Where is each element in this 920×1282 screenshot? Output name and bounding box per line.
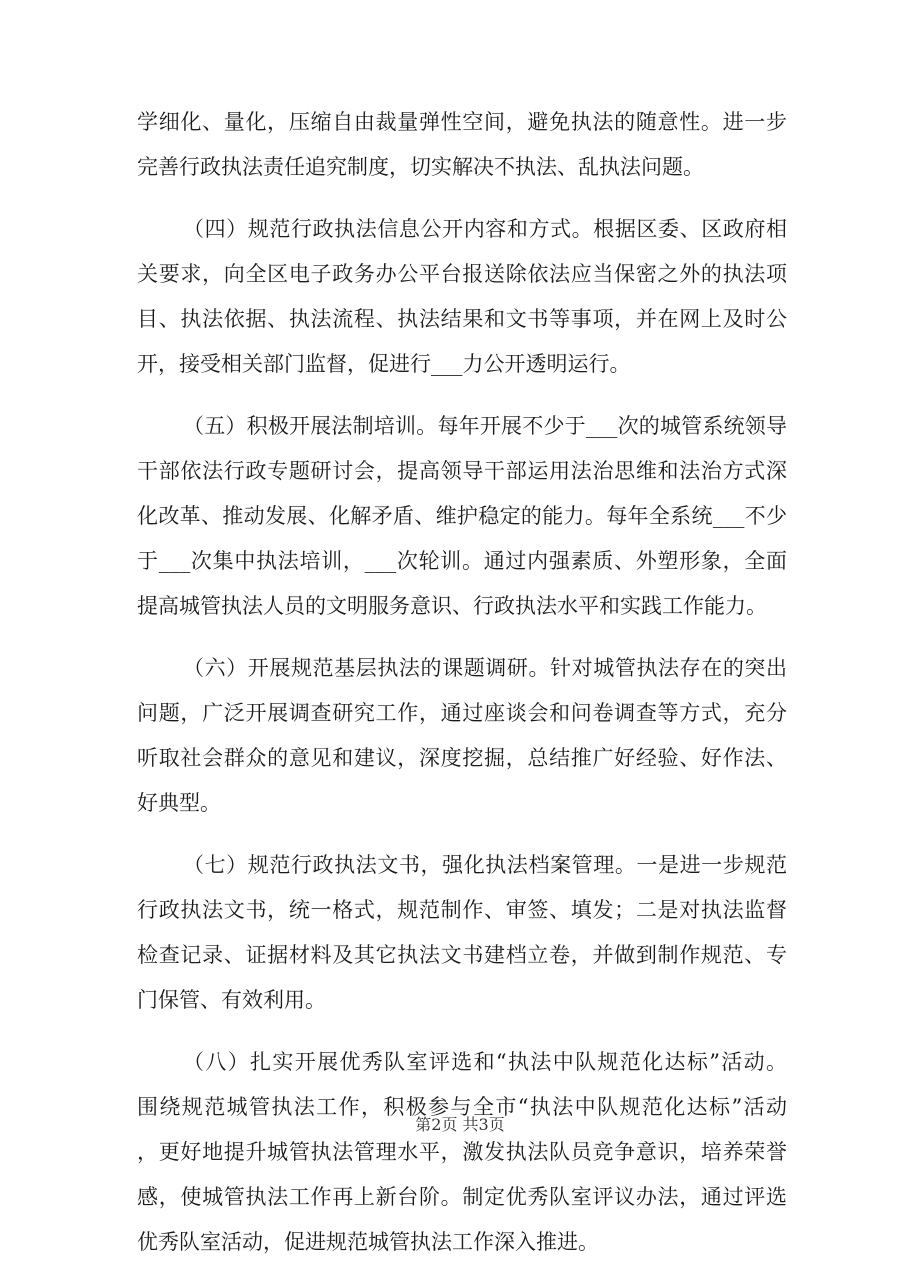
text-line: （六）开展规范基层执法的课题调研。针对城管执法存在的突出 — [183, 656, 787, 680]
text-line: 学细化、量化，压缩自由裁量弹性空间，避免执法的随意性。进一步 — [137, 110, 787, 134]
text-line: 提高城管执法人员的文明服务意识、行政执法水平和实践工作能力。 — [137, 594, 767, 618]
text-line: 检查记录、证据材料及其它执法文书建档立卷，并做到制作规范、专 — [137, 943, 787, 967]
text-line: （七）规范行政执法文书，强化执法档案管理。一是进一步规范 — [183, 853, 787, 877]
text-line: 完善行政执法责任追究制度，切实解决不执法、乱执法问题。 — [137, 155, 704, 179]
text-line: 好典型。 — [137, 791, 221, 815]
paragraph-section-5 — [137, 404, 787, 629]
paragraph-section-4 — [137, 207, 787, 387]
page-number-footer: 第2页 共3页 — [415, 1115, 505, 1134]
text-line: 目、执法依据、执法流程、执法结果和文书等事项，并在网上及时公 — [137, 307, 787, 331]
text-line: 围绕规范城管执法工作，积极参与全市“执法中队规范化达标”活动 — [137, 1095, 787, 1119]
text-line: 行政执法文书，统一格式，规范制作、审签、填发；二是对执法监督 — [137, 898, 787, 922]
text-line: 开，接受相关部门监督，促进行___力公开透明运行。 — [137, 352, 631, 376]
text-line: 关要求，向全区电子政务办公平台报送除依法应当保密之外的执法项 — [137, 262, 787, 286]
paragraph — [137, 100, 787, 190]
paragraph-section-8 — [137, 1040, 787, 1265]
text-line: 感，使城管执法工作再上新台阶。制定优秀队室评议办法，通过评选 — [137, 1185, 787, 1209]
text-line: 干部依法行政专题研讨会，提高领导干部运用法治思维和法治方式深 — [137, 459, 787, 483]
paragraph-section-7 — [137, 843, 787, 1023]
text-line: 门保管、有效利用。 — [137, 988, 326, 1012]
paragraph-section-6 — [137, 646, 787, 826]
text-line: （五）积极开展法制培训。每年开展不少于___次的城管系统领导 — [183, 414, 787, 438]
text-line: 问题，广泛开展调查研究工作，通过座谈会和问卷调查等方式，充分 — [137, 701, 787, 725]
text-line: 化改革、推动发展、化解矛盾、维护稳定的能力。每年全系统___不少 — [137, 504, 787, 528]
text-line: （四）规范行政执法信息公开内容和方式。根据区委、区政府相 — [183, 217, 787, 241]
text-line: 于___次集中执法培训，___次轮训。通过内强素质、外塑形象，全面 — [137, 549, 787, 573]
text-line: （八）扎实开展优秀队室评选和“执法中队规范化达标”活动。 — [183, 1050, 787, 1074]
text-line: 优秀队室活动，促进规范城管执法工作深入推进。 — [137, 1230, 599, 1254]
document-body — [137, 100, 787, 1282]
text-line: 听取社会群众的意见和建议，深度挖掘，总结推广好经验、好作法、 — [137, 746, 787, 770]
text-line: ，更好地提升城管执法管理水平，激发执法队员竞争意识，培养荣誉 — [137, 1140, 787, 1164]
